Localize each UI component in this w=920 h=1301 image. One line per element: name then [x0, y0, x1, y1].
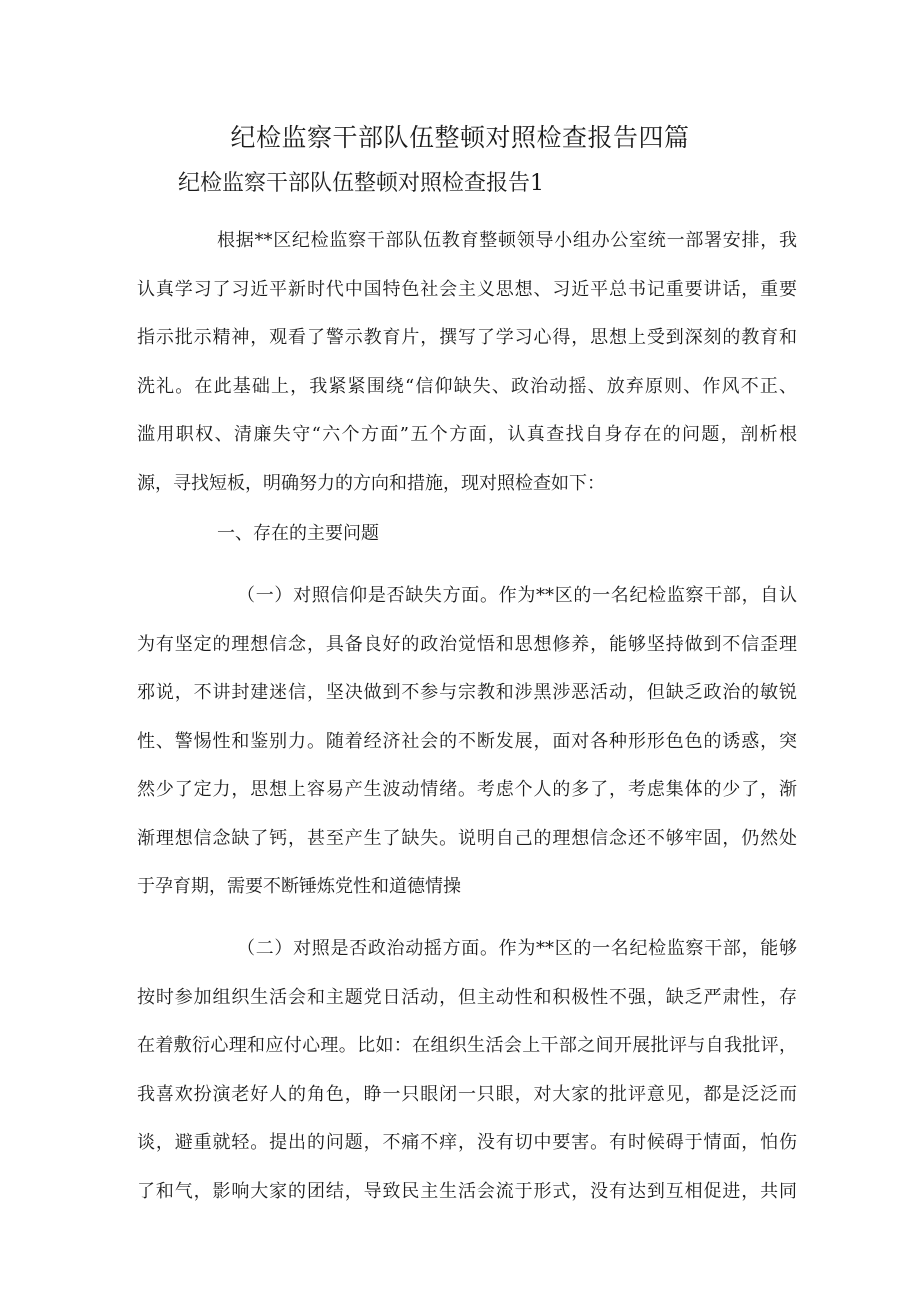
- paragraph-line: （一）对照信仰是否缺失方面。作为**区的一名纪检监察干部，自认: [237, 585, 797, 606]
- paragraph-line: 洗礼。在此基础上，我紧紧围绕“信仰缺失、政治动摇、放弃原则、作风不正、: [137, 375, 797, 397]
- intro-paragraph: [137, 217, 797, 508]
- paragraph-line: 为有坚定的理想信念，具备良好的政治觉悟和思想修养，能够坚持做到不信歪理: [137, 633, 797, 655]
- paragraph-line: 认真学习了习近平新时代中国特色社会主义思想、习近平总书记重要讲话，重要: [137, 278, 797, 300]
- paragraph-line: 渐理想信念缺了钙，甚至产生了缺失。说明自己的理想信念还不够牢固，仍然处: [137, 827, 797, 849]
- document-title: 纪检监察干部队伍整顿对照检查报告四篇: [230, 123, 690, 152]
- paragraph-line: 邪说，不讲封建迷信，坚决做到不参与宗教和涉黑涉恶活动，但缺乏政治的敏锐: [137, 682, 797, 703]
- paragraph-line: 源，寻找短板，明确努力的方向和措施，现对照检查如下：: [137, 472, 605, 494]
- report-subtitle: 纪检监察干部队伍整顿对照检查报告1: [178, 171, 544, 196]
- section2-paragraph: [137, 925, 797, 1216]
- paragraph-line: 了和气，影响大家的团结，导致民主生活会流于形式，没有达到互相促进，共同: [137, 1180, 797, 1202]
- section1-paragraph: [137, 572, 797, 912]
- paragraph-line: 谈，避重就轻。提出的问题，不痛不痒，没有切中要害。有时候碍于情面，怕伤: [137, 1132, 797, 1153]
- paragraph-line: 性、警惕性和鉴别力。随着经济社会的不断发展，面对各种形形色色的诱惑，突: [137, 730, 797, 752]
- paragraph-line: 根据**区纪检监察干部队伍教育整顿领导小组办公室统一部署安排，我: [217, 230, 797, 251]
- paragraph-line: 按时参加组织生活会和主题党日活动，但主动性和积极性不强，缺乏严肃性，存: [137, 986, 797, 1008]
- paragraph-line: 滥用职权、清廉失守“六个方面”五个方面，认真查找自身存在的问题，剖析根: [137, 424, 797, 445]
- paragraph-line: 于孕育期，需要不断锤炼党性和道德情操: [137, 876, 461, 897]
- paragraph-line: 我喜欢扮演老好人的角色，睁一只眼闭一只眼，对大家的批评意见，都是泛泛而: [137, 1083, 797, 1105]
- section-heading: 一、存在的主要问题: [217, 523, 379, 544]
- paragraph-line: 在着敷衍心理和应付心理。比如：在组织生活会上干部之间开展批评与自我批评，: [137, 1035, 797, 1056]
- paragraph-line: 指示批示精神，观看了警示教育片，撰写了学习心得，思想上受到深刻的教育和: [137, 327, 797, 348]
- paragraph-line: 然少了定力，思想上容易产生波动情绪。考虑个人的多了，考虑集体的少了，渐: [137, 779, 797, 800]
- paragraph-line: （二）对照是否政治动摇方面。作为**区的一名纪检监察干部，能够: [237, 938, 797, 959]
